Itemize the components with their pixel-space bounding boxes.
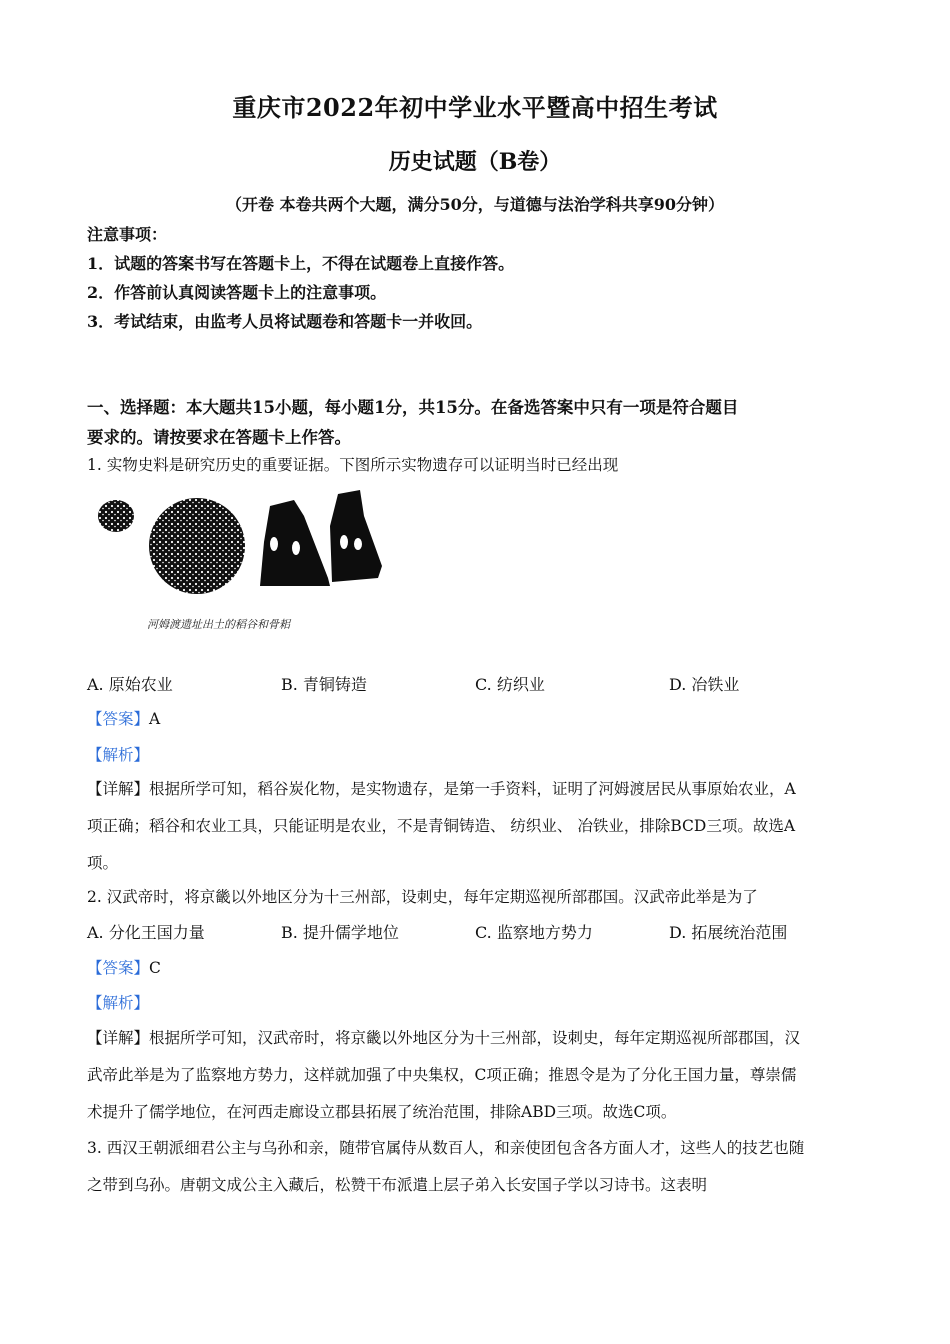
q2-stem: 2. 汉武帝时，将京畿以外地区分为十三州部，设刺史，每年定期巡视所部郡国。汉武帝此举是为了 <box>87 888 758 906</box>
q1-detail-label: 【详解】 <box>87 780 150 798</box>
q2-analysis-label: 【解析】 <box>87 994 150 1012</box>
q1-option-a: A. 原始农业 <box>87 675 173 694</box>
q1-answer <box>87 707 160 729</box>
q1-detail-line-2: 项正确；稻谷和农业工具，只能证明是农业，不是青铜铸造、 纺织业、 冶铁业，排除BCD三项。故选A <box>87 817 796 835</box>
rice-grain-small-cluster <box>98 500 134 532</box>
q2-answer-label: 【答案】 <box>87 959 150 977</box>
q2-option-c: C. 监察地方势力 <box>475 923 593 942</box>
bone-spade-left <box>260 500 330 586</box>
q1-analysis-label: 【解析】 <box>87 746 150 764</box>
q1-figure <box>92 486 392 636</box>
q2-answer <box>87 956 161 978</box>
q1-answer-value: A <box>149 710 161 728</box>
q1-option-d: D. 冶铁业 <box>669 675 740 694</box>
note-item-3: 3．考试结束，由监考人员将试题卷和答题卡一并收回。 <box>87 312 483 331</box>
rice-and-bone-spade-image <box>92 486 392 636</box>
q2-detail-text-1: 根据所学可知，汉武帝时，将京畿以外地区分为十三州部，设刺史，每年定期巡视所部郡国，汉 <box>149 1029 801 1047</box>
q1-figure-caption: 河姆渡遗址出土的稻谷和骨耜 <box>147 618 290 631</box>
section-heading-line-2: 要求的。请按要求在答题卡上作答。 <box>87 428 351 447</box>
q2-detail-label: 【详解】 <box>87 1029 150 1047</box>
q2-detail-line-3: 术提升了儒学地位，在河西走廊设立郡县拓展了统治范围，排除ABD三项。故选C项。 <box>87 1103 677 1121</box>
q2-option-b: B. 提升儒学地位 <box>281 923 399 942</box>
q3-stem-line-1: 3. 西汉王朝派细君公主与乌孙和亲，随带官属侍从数百人，和亲使团包含各方面人才，这些人的技艺也随 <box>87 1139 805 1157</box>
q1-detail-text-1: 根据所学可知，稻谷炭化物，是实物遗存，是第一手资料，证明了河姆渡居民从事原始农业，A <box>149 780 796 798</box>
q2-option-a: A. 分化王国力量 <box>87 923 205 942</box>
q1-stem: 1. 实物史料是研究历史的重要证据。下图所示实物遗存可以证明当时已经出现 <box>87 456 619 474</box>
q1-option-b: B. 青铜铸造 <box>281 675 367 694</box>
q2-answer-value: C <box>149 959 161 977</box>
q3-stem-line-2: 之带到乌孙。唐朝文成公主入藏后，松赞干布派遣上层子弟入长安国子学以习诗书。这表明 <box>87 1176 708 1194</box>
exam-info: （开卷 本卷共两个大题，满分50分，与道德与法治学科共享90分钟） <box>225 195 725 214</box>
exam-subtitle: 历史试题（B卷） <box>388 149 562 175</box>
q1-answer-label: 【答案】 <box>87 710 150 728</box>
note-item-2: 2．作答前认真阅读答题卡上的注意事项。 <box>87 283 387 302</box>
notes-heading: 注意事项： <box>87 225 168 244</box>
q2-option-d: D. 拓展统治范围 <box>669 923 788 942</box>
q1-detail-line-3: 项。 <box>87 854 119 872</box>
q2-detail-line-2: 武帝此举是为了监察地方势力，这样就加强了中央集权，C项正确；推恩令是为了分化王国力量，尊崇儒 <box>87 1066 797 1084</box>
q1-detail-line-1 <box>87 777 796 799</box>
exam-title: 重庆市2022年初中学业水平暨高中招生考试 <box>232 93 718 122</box>
q1-option-c: C. 纺织业 <box>475 675 545 694</box>
note-item-1: 1．试题的答案书写在答题卡上，不得在试题卷上直接作答。 <box>87 254 515 273</box>
section-heading-line-1: 一、选择题：本大题共15小题，每小题1分，共15分。在备选答案中只有一项是符合题目 <box>87 398 739 417</box>
rice-grain-large-cluster <box>149 498 245 594</box>
bone-spade-right <box>330 490 382 582</box>
q2-detail-line-1 <box>87 1026 800 1048</box>
